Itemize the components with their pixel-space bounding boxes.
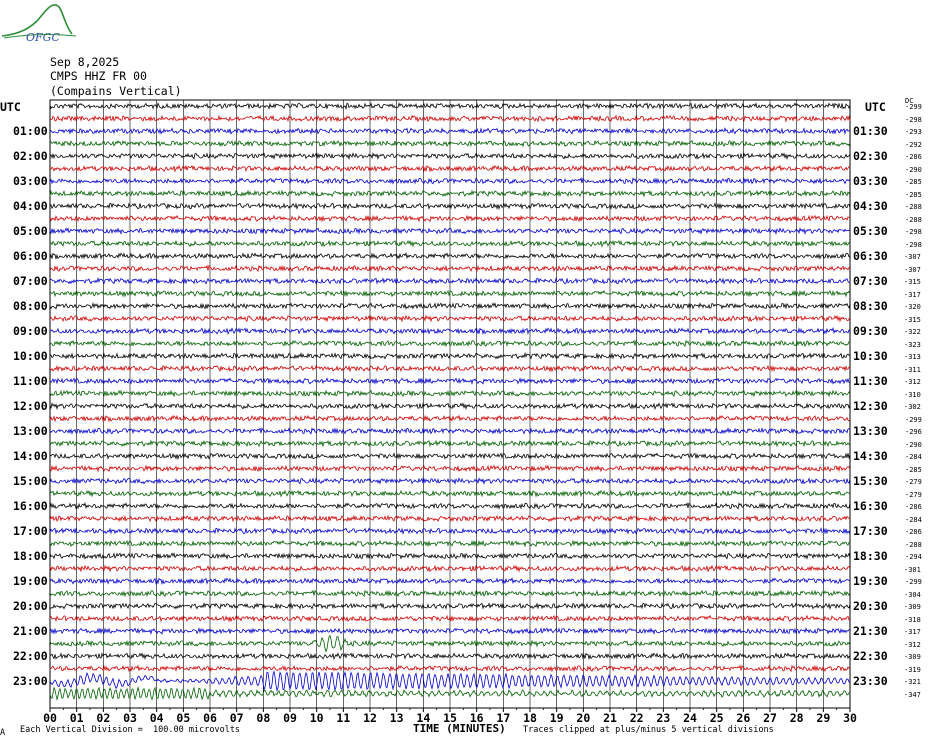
header-station: CMPS HHZ FR 00 bbox=[50, 69, 147, 83]
x-tick-label: 02 bbox=[96, 711, 111, 725]
dc-offset-label: -299 bbox=[905, 578, 922, 586]
x-tick-label: 09 bbox=[283, 711, 297, 725]
right-hour-label: 20:30 bbox=[853, 599, 888, 613]
right-hour-label: 14:30 bbox=[853, 449, 888, 463]
dc-offset-label: -307 bbox=[904, 253, 921, 261]
right-hour-label: 03:30 bbox=[853, 174, 888, 188]
x-tick-label: 18 bbox=[523, 711, 537, 725]
logo-text: OFGC bbox=[26, 31, 60, 44]
dc-offset-label: -312 bbox=[904, 378, 921, 386]
dc-offset-label: -302 bbox=[904, 403, 921, 411]
dc-offset-label: -285 bbox=[905, 178, 922, 186]
left-hour-label: 06:00 bbox=[13, 249, 48, 263]
dc-offset-label: -299 bbox=[905, 103, 922, 111]
dc-offset-label: -310 bbox=[904, 390, 921, 399]
left-hour-label: 09:00 bbox=[13, 324, 48, 338]
dc-offset-label: -298 bbox=[905, 228, 922, 236]
dc-offset-label: -320 bbox=[904, 303, 921, 311]
x-tick-label: 00 bbox=[43, 711, 57, 725]
dc-offset-label: -301 bbox=[904, 565, 921, 574]
right-hour-label: 21:30 bbox=[853, 624, 888, 638]
dc-offset-label: -319 bbox=[904, 665, 921, 674]
dc-offset-label: -286 bbox=[905, 153, 922, 161]
x-tick-label: 19 bbox=[549, 711, 564, 725]
dc-offset-label: -285 bbox=[905, 465, 922, 474]
right-hour-label: 07:30 bbox=[853, 274, 888, 288]
footer-clip-note: Traces clipped at plus/minus 5 vertical divisions bbox=[523, 725, 774, 735]
x-tick-label: 14 bbox=[416, 711, 431, 725]
dc-offset-label: -315 bbox=[904, 278, 921, 286]
left-utc-label: UTC bbox=[0, 100, 21, 114]
x-tick-label: 05 bbox=[176, 711, 191, 725]
dc-offset-label: -290 bbox=[905, 165, 922, 174]
left-hour-label: 03:00 bbox=[13, 174, 48, 188]
dc-offset-label: -285 bbox=[905, 190, 922, 199]
dc-offset-label: -313 bbox=[904, 353, 921, 361]
right-hour-label: 12:30 bbox=[853, 399, 888, 413]
x-tick-label: 04 bbox=[149, 711, 164, 725]
left-hour-label: 18:00 bbox=[13, 549, 48, 563]
dc-offset-label: -294 bbox=[905, 553, 922, 561]
right-hour-label: 08:30 bbox=[853, 299, 888, 313]
left-hour-label: 22:00 bbox=[13, 649, 48, 663]
left-hour-label: 17:00 bbox=[13, 524, 48, 538]
dc-offset-label: -288 bbox=[905, 215, 922, 224]
dc-offset-label: -347 bbox=[904, 690, 921, 699]
left-hour-label: 07:00 bbox=[13, 274, 48, 288]
right-hour-label: 13:30 bbox=[853, 424, 888, 438]
right-hour-label: 22:30 bbox=[853, 649, 888, 663]
right-utc-label: UTC bbox=[865, 100, 886, 114]
x-tick-label: 28 bbox=[789, 711, 804, 725]
footer-marker: A bbox=[0, 728, 6, 738]
dc-offset-label: -293 bbox=[905, 128, 922, 136]
dc-offset-label: -311 bbox=[904, 365, 921, 374]
dc-header-label: DC bbox=[905, 97, 914, 105]
x-tick-label: 03 bbox=[123, 711, 137, 725]
x-tick-label: 12 bbox=[363, 711, 377, 725]
left-hour-label: 05:00 bbox=[13, 224, 48, 238]
dc-offset-label: -304 bbox=[904, 590, 921, 599]
dc-offset-label: -284 bbox=[905, 515, 922, 524]
dc-offset-label: -286 bbox=[905, 503, 922, 511]
right-hour-label: 09:30 bbox=[853, 324, 888, 338]
left-hour-label: 21:00 bbox=[13, 624, 48, 638]
dc-offset-label: -317 bbox=[904, 290, 921, 299]
dc-offset-label: -315 bbox=[904, 315, 921, 324]
x-tick-label: 22 bbox=[629, 711, 644, 725]
right-hour-label: 15:30 bbox=[853, 474, 888, 488]
left-hour-label: 13:00 bbox=[13, 424, 48, 438]
left-hour-label: 20:00 bbox=[13, 599, 48, 613]
dc-offset-label: -318 bbox=[904, 615, 921, 624]
x-tick-label: 29 bbox=[816, 711, 831, 725]
left-hour-label: 11:00 bbox=[13, 374, 48, 388]
right-hour-label: 23:30 bbox=[853, 674, 888, 688]
dc-offset-label: -323 bbox=[904, 340, 921, 349]
dc-offset-label: -321 bbox=[904, 678, 921, 686]
left-hour-label: 01:00 bbox=[13, 124, 48, 138]
header-location: (Compains Vertical) bbox=[50, 84, 182, 98]
right-hour-label: 04:30 bbox=[853, 199, 888, 213]
right-hour-label: 01:30 bbox=[853, 124, 888, 138]
left-hour-label: 19:00 bbox=[13, 574, 48, 588]
right-hour-label: 11:30 bbox=[853, 374, 888, 388]
x-tick-label: 11 bbox=[336, 711, 351, 725]
left-hour-label: 02:00 bbox=[13, 149, 48, 163]
x-tick-label: 20 bbox=[576, 711, 591, 725]
x-tick-label: 06 bbox=[203, 711, 217, 725]
dc-offset-label: -290 bbox=[905, 440, 922, 449]
dc-offset-label: -296 bbox=[905, 428, 922, 436]
right-hour-label: 10:30 bbox=[853, 349, 888, 363]
dc-offset-label: -312 bbox=[904, 640, 921, 649]
left-hour-label: 10:00 bbox=[13, 349, 48, 363]
dc-offset-label: -279 bbox=[905, 490, 922, 499]
x-tick-label: 17 bbox=[496, 711, 511, 725]
left-hour-label: 23:00 bbox=[13, 674, 48, 688]
right-hour-label: 16:30 bbox=[853, 499, 888, 513]
x-tick-label: 25 bbox=[709, 711, 724, 725]
dc-offset-label: -279 bbox=[905, 478, 922, 486]
left-hour-label: 14:00 bbox=[13, 449, 48, 463]
dc-offset-label: -299 bbox=[905, 415, 922, 424]
dc-offset-label: -309 bbox=[904, 653, 921, 661]
dc-offset-label: -317 bbox=[904, 628, 921, 636]
right-hour-label: 18:30 bbox=[853, 549, 888, 563]
dc-offset-label: -309 bbox=[904, 603, 921, 611]
x-tick-label: 21 bbox=[603, 711, 617, 725]
header-date: Sep 8,2025 bbox=[50, 55, 120, 69]
dc-offset-label: -292 bbox=[905, 140, 922, 149]
dc-offset-label: -298 bbox=[905, 115, 922, 124]
right-hour-label: 19:30 bbox=[853, 574, 888, 588]
right-hour-label: 05:30 bbox=[853, 224, 888, 238]
x-tick-label: 16 bbox=[469, 711, 484, 725]
left-hour-label: 15:00 bbox=[13, 474, 48, 488]
x-tick-label: 13 bbox=[389, 711, 404, 725]
footer-scale-note: Each Vertical Division = 100.00 microvolts bbox=[20, 725, 241, 735]
x-tick-label: 01 bbox=[69, 711, 84, 725]
dc-offset-label: -284 bbox=[905, 453, 922, 461]
left-hour-label: 04:00 bbox=[13, 199, 48, 213]
dc-offset-label: -307 bbox=[904, 265, 921, 274]
dc-offset-label: -298 bbox=[905, 240, 922, 249]
left-hour-label: 12:00 bbox=[13, 399, 48, 413]
right-hour-label: 02:30 bbox=[853, 149, 888, 163]
x-tick-label: 30 bbox=[843, 711, 857, 725]
right-hour-label: 17:30 bbox=[853, 524, 888, 538]
dc-offset-label: -286 bbox=[905, 528, 922, 536]
left-hour-label: 16:00 bbox=[13, 499, 48, 513]
x-axis-title: TIME (MINUTES) bbox=[413, 722, 506, 735]
x-tick-label: 10 bbox=[309, 711, 324, 725]
x-tick-label: 27 bbox=[763, 711, 777, 725]
dc-offset-label: -288 bbox=[905, 540, 922, 549]
dc-offset-label: -288 bbox=[905, 203, 922, 211]
left-hour-label: 08:00 bbox=[13, 299, 48, 313]
dc-offset-label: -322 bbox=[904, 328, 921, 336]
x-tick-label: 24 bbox=[683, 711, 697, 725]
right-hour-label: 06:30 bbox=[853, 249, 888, 263]
x-tick-label: 07 bbox=[229, 711, 244, 725]
x-tick-label: 23 bbox=[656, 711, 671, 725]
x-tick-label: 15 bbox=[443, 711, 457, 725]
x-tick-label: 26 bbox=[736, 711, 751, 725]
x-tick-label: 08 bbox=[256, 711, 271, 725]
